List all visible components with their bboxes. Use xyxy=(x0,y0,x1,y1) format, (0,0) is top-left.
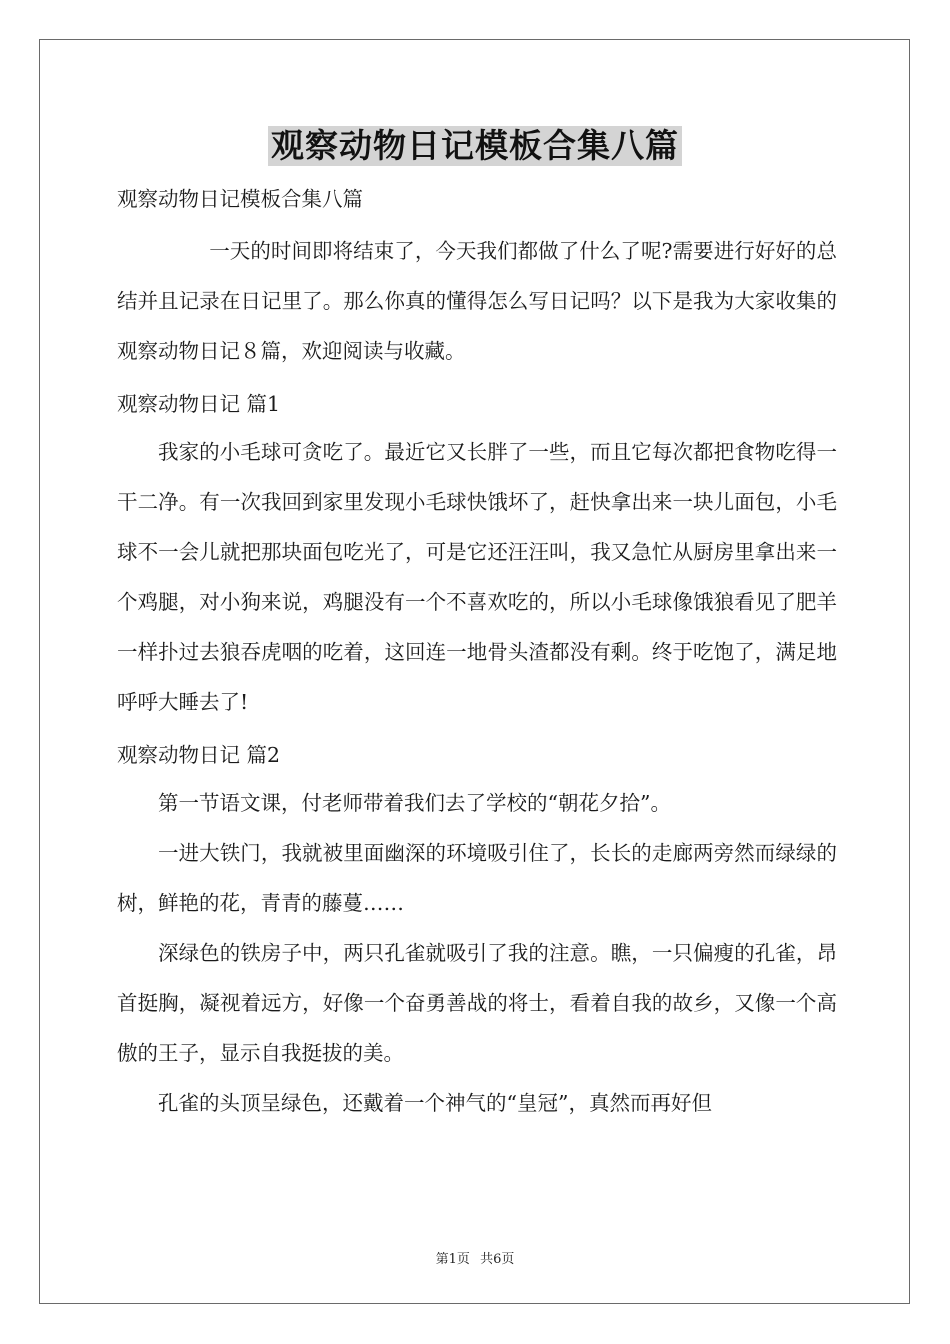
document-subtitle: 观察动物日记模板合集八篇 xyxy=(117,187,363,211)
section-2-paragraph-3: 深绿色的铁房子中，两只孔雀就吸引了我的注意。瞧，一只偏瘦的孔雀，昂首挺胸，凝视着远方，好像一个奋勇善战的将士，看着自我的故乡，又像一个高傲的王子，显示自我挺拔的美。 xyxy=(117,941,837,1065)
page-number: 第1页 xyxy=(435,1252,470,1267)
page-total: 共6页 xyxy=(480,1252,515,1267)
title-area xyxy=(0,126,950,166)
section-heading-2: 观察动物日记 篇2 xyxy=(117,743,281,767)
page-footer xyxy=(0,1248,950,1267)
section-2-paragraph-1: 第一节语文课，付老师带着我们去了学校的“朝花夕拾”。 xyxy=(158,791,671,815)
section-heading-1: 观察动物日记 篇1 xyxy=(117,392,281,416)
document-body xyxy=(117,183,837,1128)
section-2-paragraph-4: 孔雀的头顶呈绿色，还戴着一个神气的“皇冠”，真然而再好但 xyxy=(158,1091,712,1115)
intro-paragraph: 一天的时间即将结束了，今天我们都做了什么了呢?需要进行好好的总结并且记录在日记里了。那么你真的懂得怎么写日记吗？以下是我为大家收集的观察动物日记８篇，欢迎阅读与收藏。 xyxy=(117,239,837,363)
document-title: 观察动物日记模板合集八篇 xyxy=(268,126,682,166)
section-2-paragraph-2: 一进大铁门，我就被里面幽深的环境吸引住了，长长的走廊两旁然而绿绿的树，鲜艳的花，青青的藤蔓…… xyxy=(117,841,837,915)
section-1-paragraph: 我家的小毛球可贪吃了。最近它又长胖了一些，而且它每次都把食物吃得一干二净。有一次我回到家里发现小毛球快饿坏了，赶快拿出来一块儿面包，小毛球不一会儿就把那块面包吃光了，可是它还汪汪叫，我又急忙从厨房里拿出来一个鸡腿，对小狗来说，鸡腿没有一个不喜欢吃的，所以小毛球像饿狼看见了肥羊一样扑过去狼吞虎咽的吃着，这回连一地骨头渣都没有剩。终于吃饱了，满足地呼呼大睡去了! xyxy=(117,440,837,714)
